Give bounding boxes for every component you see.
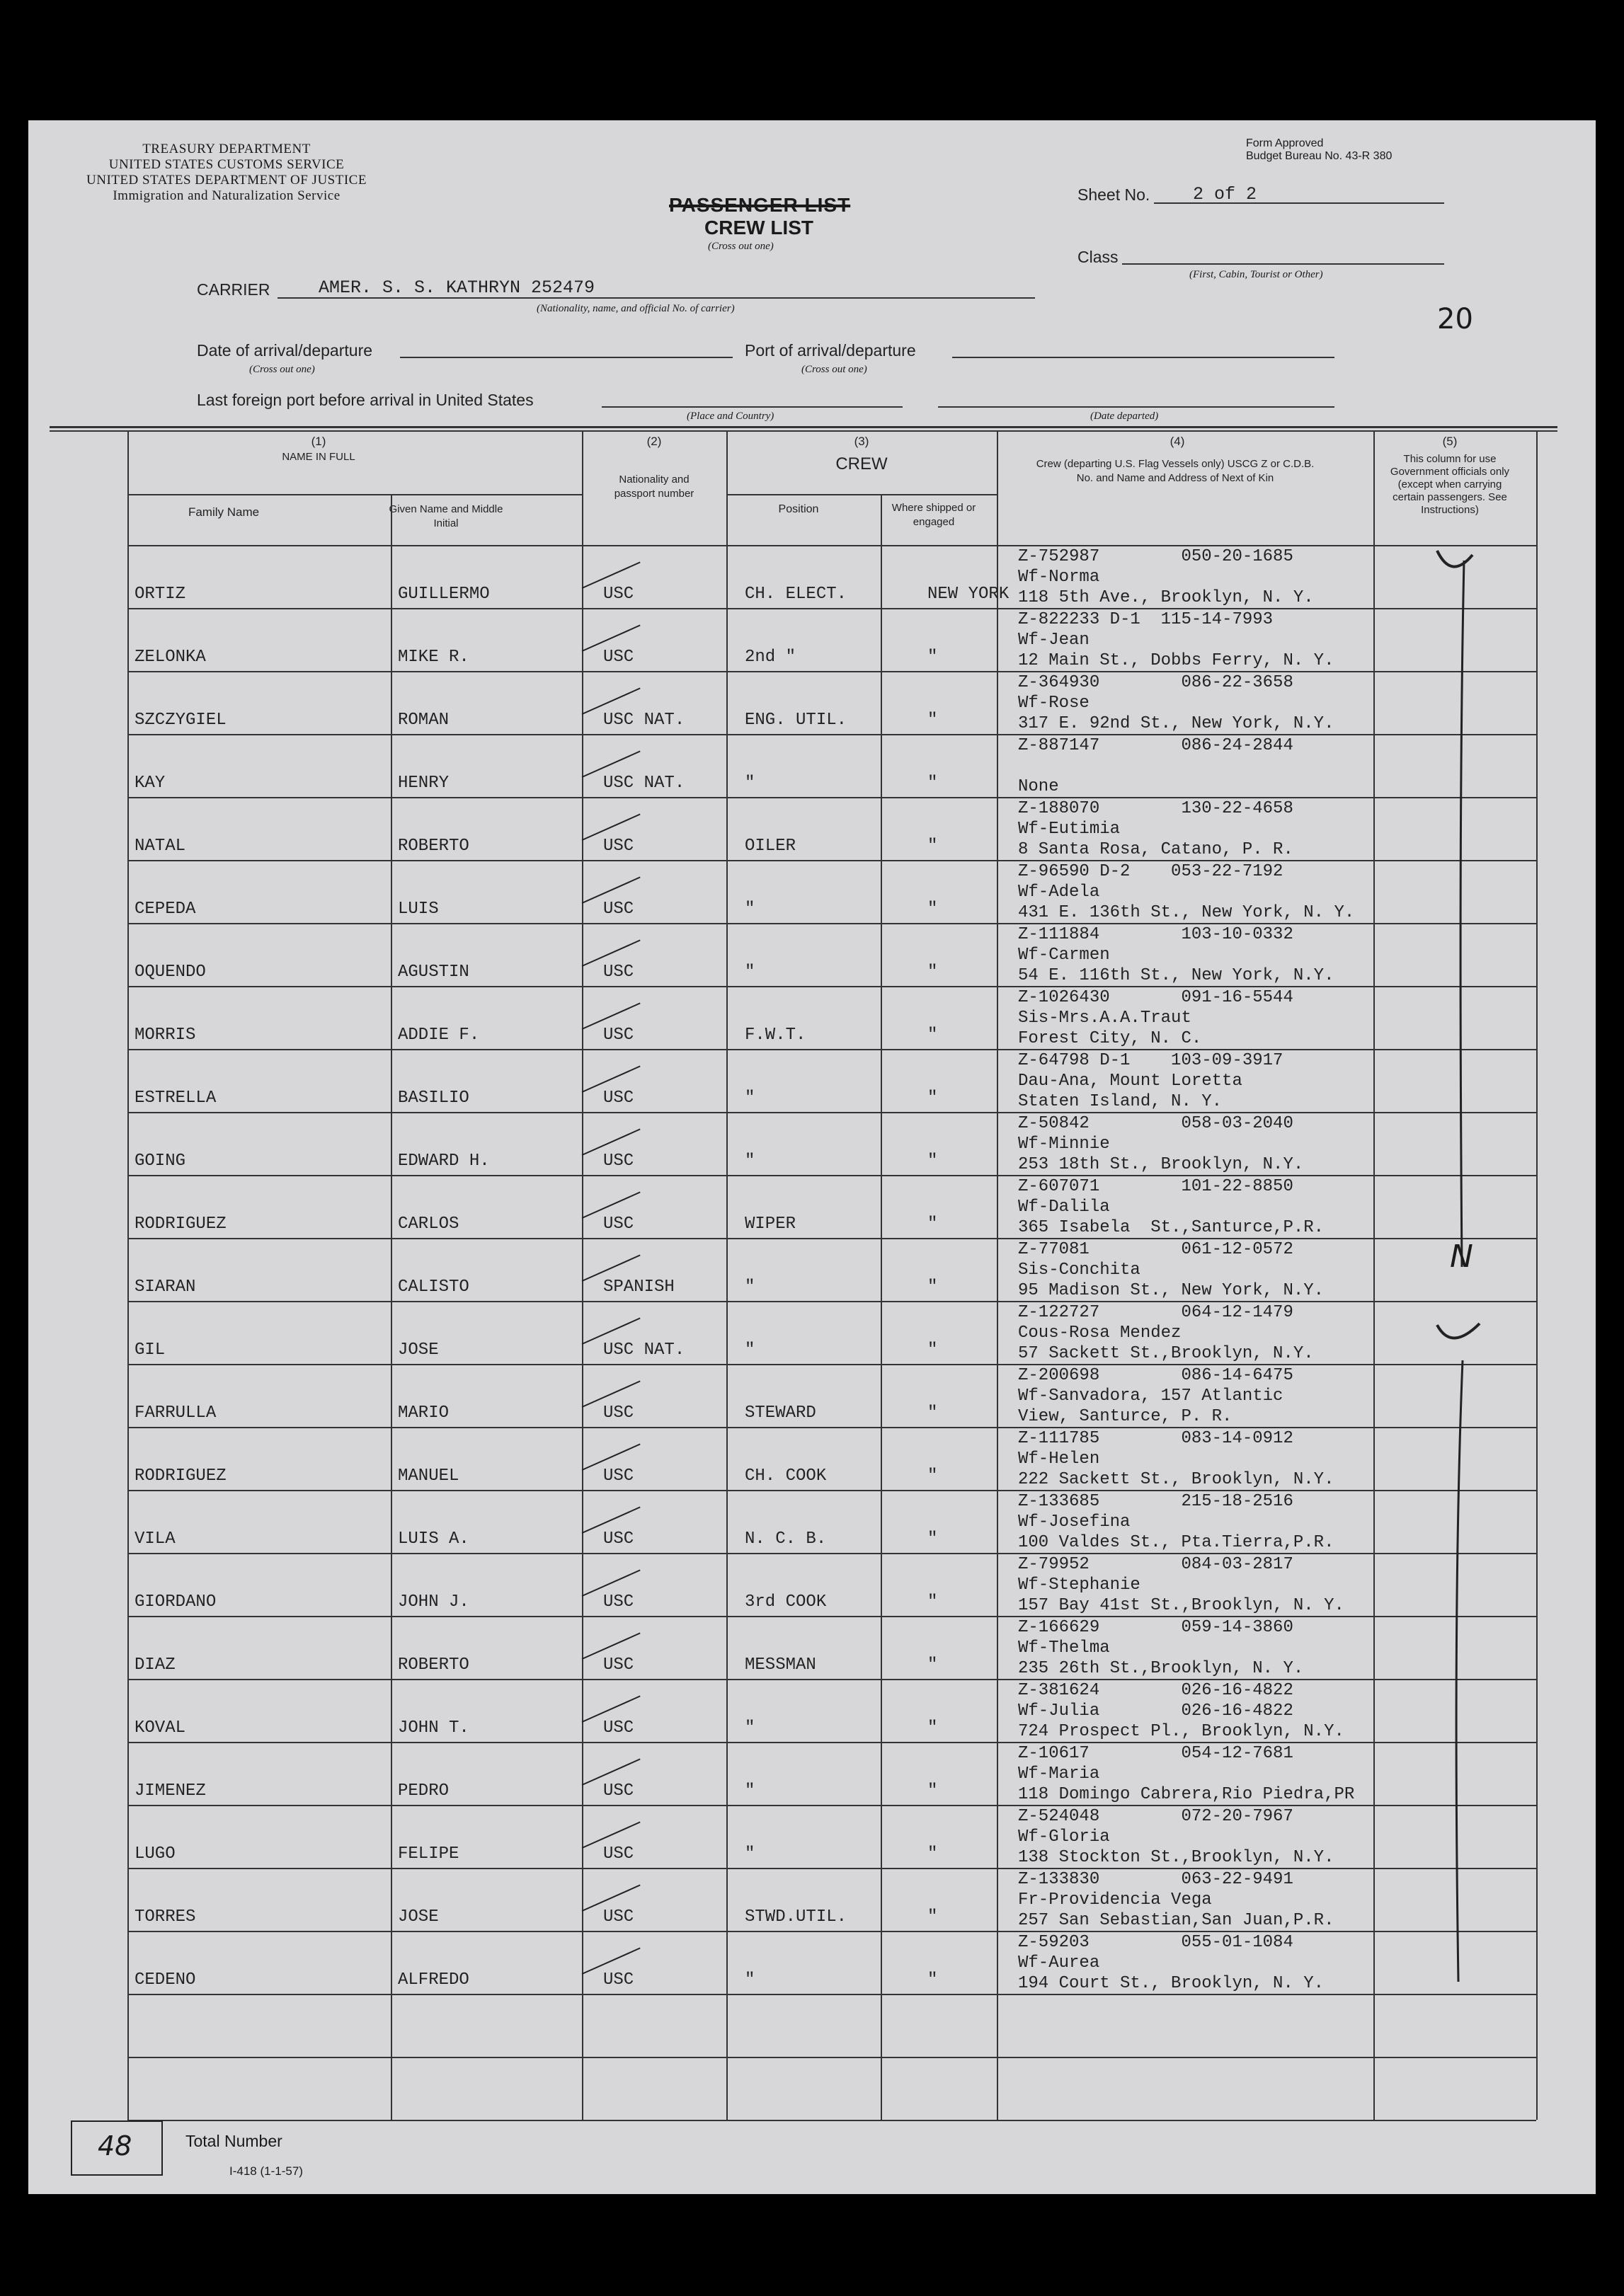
- nationality-cell: USC: [603, 1404, 634, 1423]
- next-of-kin-line: Z-59203 055-01-1084: [1018, 1933, 1293, 1952]
- next-of-kin-line: View, Santurce, P. R.: [1018, 1407, 1233, 1426]
- next-of-kin-line: Sis-Conchita: [1018, 1261, 1140, 1280]
- position-cell: 3rd COOK: [745, 1592, 827, 1612]
- row-divider: [127, 671, 1536, 672]
- column-divider: [997, 430, 998, 2120]
- family-name-cell: VILA: [135, 1529, 176, 1549]
- next-of-kin-line: Z-111785 083-14-0912: [1018, 1429, 1293, 1448]
- next-of-kin-line: Z-607071 101-22-8850: [1018, 1177, 1293, 1196]
- next-of-kin-line: 724 Prospect Pl., Brooklyn, N.Y.: [1018, 1722, 1344, 1741]
- checkmark-top-icon: [1437, 551, 1473, 567]
- date-note: (Cross out one): [249, 364, 315, 375]
- column-divider: [582, 430, 583, 2120]
- given-name-cell: JOHN T.: [398, 1718, 469, 1738]
- header-bottom-line: [127, 545, 1536, 546]
- next-of-kin-line: Wf-Carmen: [1018, 946, 1110, 965]
- next-of-kin-line: 8 Santa Rosa, Catano, P. R.: [1018, 840, 1293, 859]
- family-name-cell: ESTRELLA: [135, 1089, 217, 1108]
- col3-number: (3): [854, 435, 869, 448]
- row-divider: [127, 1301, 1536, 1302]
- given-name-cell: JOHN J.: [398, 1592, 469, 1612]
- family-name-cell: ZELONKA: [135, 648, 206, 667]
- next-of-kin-line: Wf-Sanvadora, 157 Atlantic: [1018, 1387, 1283, 1406]
- position-cell: ": [745, 1089, 755, 1108]
- next-of-kin-line: Staten Island, N. Y.: [1018, 1092, 1223, 1111]
- row-divider: [127, 1490, 1536, 1491]
- family-name-cell: NATAL: [135, 837, 186, 856]
- given-name-cell: MARIO: [398, 1404, 450, 1423]
- family-name-cell: TORRES: [135, 1907, 196, 1927]
- next-of-kin-line: 365 Isabela St.,Santurce,P.R.: [1018, 1218, 1325, 1237]
- next-of-kin-line: Z-111884 103-10-0332: [1018, 925, 1293, 944]
- where-shipped-cell: ": [927, 1970, 938, 1990]
- given-name-cell: ADDIE F.: [398, 1026, 480, 1045]
- nationality-cell: USC: [603, 1089, 634, 1108]
- position-cell: STEWARD: [745, 1404, 816, 1423]
- next-of-kin-line: Wf-Stephanie: [1018, 1575, 1140, 1595]
- next-of-kin-line: None: [1018, 777, 1059, 796]
- position-cell: ": [745, 1781, 755, 1801]
- next-of-kin-line: Wf-Adela: [1018, 883, 1100, 902]
- position-cell: F.W.T.: [745, 1026, 806, 1045]
- row-divider: [127, 1805, 1536, 1806]
- next-of-kin-line: Z-1026430 091-16-5544: [1018, 988, 1293, 1007]
- next-of-kin-line: Z-524048 072-20-7967: [1018, 1807, 1293, 1826]
- family-name-cell: JIMENEZ: [135, 1781, 206, 1801]
- next-of-kin-line: Z-364930 086-22-3658: [1018, 673, 1293, 692]
- total-number-box: [71, 2120, 163, 2176]
- col1-number: (1): [311, 435, 326, 448]
- position-cell: ": [745, 1341, 755, 1360]
- position-cell: ": [745, 1718, 755, 1738]
- row-divider: [127, 1931, 1536, 1932]
- row-divider: [127, 1112, 1536, 1113]
- family-name-cell: SZCZYGIEL: [135, 711, 227, 730]
- col2-title: Nationality and passport number: [614, 473, 694, 500]
- n-mark: N: [1450, 1239, 1473, 1275]
- col4-number: (4): [1170, 435, 1185, 448]
- row-divider: [127, 1553, 1536, 1554]
- family-name-cell: OQUENDO: [135, 963, 206, 982]
- nationality-cell: USC: [603, 1718, 634, 1738]
- next-of-kin-line: Wf-Rose: [1018, 694, 1090, 713]
- next-of-kin-line: Wf-Helen: [1018, 1450, 1100, 1469]
- col1-given-name: Given Name and Middle Initial: [389, 503, 503, 529]
- where-shipped-cell: ": [927, 1341, 938, 1360]
- next-of-kin-line: Z-64798 D-1 103-09-3917: [1018, 1051, 1283, 1070]
- nationality-cell: USC: [603, 585, 634, 604]
- row-divider: [127, 797, 1536, 798]
- family-name-cell: CEDENO: [135, 1970, 196, 1990]
- column-divider: [726, 430, 728, 2120]
- row-divider: [127, 1427, 1536, 1428]
- date-departed-note: (Date departed): [1090, 411, 1159, 422]
- position-cell: ": [745, 1152, 755, 1171]
- position-cell: ": [745, 963, 755, 982]
- position-cell: ENG. UTIL.: [745, 711, 847, 730]
- next-of-kin-line: 95 Madison St., New York, N.Y.: [1018, 1281, 1325, 1300]
- next-of-kin-line: Z-96590 D-2 053-22-7192: [1018, 862, 1283, 881]
- family-name-cell: KOVAL: [135, 1718, 186, 1738]
- crew-list-title: CREW LIST: [704, 217, 813, 239]
- next-of-kin-line: Sis-Mrs.A.A.Traut: [1018, 1009, 1191, 1028]
- position-cell: OILER: [745, 837, 796, 856]
- row-divider: [127, 923, 1536, 924]
- total-number-value: 48: [98, 2130, 132, 2162]
- where-shipped-cell: ": [927, 1026, 938, 1045]
- family-name-cell: GIORDANO: [135, 1592, 217, 1612]
- position-cell: CH. ELECT.: [745, 585, 847, 604]
- nationality-cell: USC: [603, 1592, 634, 1612]
- next-of-kin-line: Wf-Minnie: [1018, 1135, 1110, 1154]
- next-of-kin-line: Z-79952 084-03-2817: [1018, 1555, 1293, 1574]
- where-shipped-cell: ": [927, 1529, 938, 1549]
- column-divider: [1373, 430, 1375, 2120]
- next-of-kin-line: Z-381624 026-16-4822: [1018, 1681, 1293, 1700]
- row-divider: [127, 2057, 1536, 2058]
- dept-line-3: UNITED STATES DEPARTMENT OF JUSTICE: [86, 173, 367, 188]
- row-divider: [127, 1868, 1536, 1869]
- where-shipped-cell: ": [927, 1404, 938, 1423]
- where-shipped-cell: ": [927, 1592, 938, 1612]
- family-name-cell: GIL: [135, 1341, 166, 1360]
- family-name-cell: GOING: [135, 1152, 186, 1171]
- given-name-cell: JOSE: [398, 1341, 439, 1360]
- where-shipped-cell: ": [927, 1907, 938, 1927]
- nationality-cell: SPANISH: [603, 1278, 675, 1297]
- where-shipped-cell: ": [927, 1844, 938, 1864]
- next-of-kin-line: Z-887147 086-24-2844: [1018, 736, 1293, 755]
- class-label: Class: [1077, 248, 1119, 266]
- next-of-kin-line: 253 18th St., Brooklyn, N.Y.: [1018, 1155, 1304, 1174]
- col3-where-shipped: Where shipped or engaged: [891, 502, 976, 528]
- nationality-cell: USC: [603, 837, 634, 856]
- class-note: (First, Cabin, Tourist or Other): [1189, 269, 1323, 280]
- nationality-cell: USC NAT.: [603, 1341, 685, 1360]
- next-of-kin-line: Z-122727 064-12-1479: [1018, 1303, 1293, 1322]
- position-cell: STWD.UTIL.: [745, 1907, 847, 1927]
- next-of-kin-line: Wf-Julia 026-16-4822: [1018, 1701, 1293, 1721]
- position-cell: WIPER: [745, 1215, 796, 1234]
- given-name-cell: ROMAN: [398, 711, 450, 730]
- position-cell: N. C. B.: [745, 1529, 827, 1549]
- next-of-kin-line: 118 Domingo Cabrera,Rio Piedra,PR: [1018, 1785, 1355, 1804]
- next-of-kin-line: Cous-Rosa Mendez: [1018, 1324, 1182, 1343]
- where-shipped-cell: ": [927, 711, 938, 730]
- page-number: 20: [1437, 303, 1473, 335]
- dept-line-1: TREASURY DEPARTMENT: [142, 142, 311, 156]
- port-note: (Cross out one): [801, 364, 867, 375]
- next-of-kin-line: Fr-Providencia Vega: [1018, 1890, 1212, 1910]
- nationality-cell: USC: [603, 1026, 634, 1045]
- port-label: Port of arrival/departure: [745, 341, 916, 360]
- next-of-kin-line: Z-200698 086-14-6475: [1018, 1366, 1293, 1385]
- where-shipped-cell: ": [927, 900, 938, 919]
- next-of-kin-line: 222 Sackett St., Brooklyn, N.Y.: [1018, 1470, 1334, 1489]
- crew-list-form: [28, 120, 1596, 2194]
- next-of-kin-line: 194 Court St., Brooklyn, N. Y.: [1018, 1974, 1325, 1993]
- family-name-cell: FARRULLA: [135, 1404, 217, 1423]
- position-cell: ": [745, 1844, 755, 1864]
- sheet-value: 2 of 2: [1193, 184, 1257, 205]
- next-of-kin-line: Z-133685 215-18-2516: [1018, 1492, 1293, 1511]
- col1-title: NAME IN FULL: [282, 451, 355, 463]
- nationality-cell: USC: [603, 1215, 634, 1234]
- where-shipped-cell: ": [927, 963, 938, 982]
- next-of-kin-line: 157 Bay 41st St.,Brooklyn, N. Y.: [1018, 1596, 1344, 1615]
- given-name-cell: MANUEL: [398, 1466, 459, 1486]
- given-name-cell: JOSE: [398, 1907, 439, 1927]
- form-number: I-418 (1-1-57): [229, 2164, 303, 2178]
- last-port-label: Last foreign port before arrival in United States: [197, 391, 534, 409]
- row-divider: [127, 1994, 1536, 1995]
- nationality-cell: USC: [603, 1781, 634, 1801]
- col3-title: CREW: [835, 454, 888, 473]
- nationality-cell: USC: [603, 1466, 634, 1486]
- next-of-kin-line: Wf-Maria: [1018, 1764, 1100, 1784]
- where-shipped-cell: ": [927, 1655, 938, 1675]
- nationality-cell: USC: [603, 1529, 634, 1549]
- next-of-kin-line: 100 Valdes St., Pta.Tierra,P.R.: [1018, 1533, 1334, 1552]
- next-of-kin-line: 431 E. 136th St., New York, N. Y.: [1018, 903, 1355, 922]
- nationality-cell: USC NAT.: [603, 774, 685, 793]
- row-divider: [127, 608, 1536, 609]
- nationality-cell: USC: [603, 1907, 634, 1927]
- given-name-cell: HENRY: [398, 774, 450, 793]
- next-of-kin-line: 257 San Sebastian,San Juan,P.R.: [1018, 1911, 1334, 1930]
- form-approved: Form Approved: [1246, 137, 1324, 149]
- family-name-cell: ORTIZ: [135, 585, 186, 604]
- next-of-kin-line: Forest City, N. C.: [1018, 1029, 1202, 1048]
- family-name-cell: DIAZ: [135, 1655, 176, 1675]
- bracket-top-icon: [1460, 561, 1464, 1267]
- given-name-cell: ROBERTO: [398, 1655, 469, 1675]
- family-name-cell: SIARAN: [135, 1278, 196, 1297]
- carrier-value: AMER. S. S. KATHRYN 252479: [319, 277, 595, 298]
- where-shipped-cell: ": [927, 1718, 938, 1738]
- position-cell: ": [745, 1278, 755, 1297]
- next-of-kin-line: Wf-Aurea: [1018, 1953, 1100, 1973]
- given-name-cell: CARLOS: [398, 1215, 459, 1234]
- where-shipped-cell: ": [927, 1466, 938, 1486]
- position-cell: ": [745, 1970, 755, 1990]
- next-of-kin-line: Z-166629 059-14-3860: [1018, 1618, 1293, 1637]
- checkmark-mid-icon: [1437, 1324, 1480, 1338]
- next-of-kin-line: Z-77081 061-12-0572: [1018, 1240, 1293, 1259]
- where-shipped-cell: ": [927, 1781, 938, 1801]
- given-name-cell: PEDRO: [398, 1781, 450, 1801]
- row-divider: [127, 2120, 1536, 2121]
- given-name-cell: ROBERTO: [398, 837, 469, 856]
- next-of-kin-line: Wf-Jean: [1018, 631, 1090, 650]
- given-name-cell: GUILLERMO: [398, 585, 490, 604]
- next-of-kin-line: 235 26th St.,Brooklyn, N. Y.: [1018, 1659, 1304, 1678]
- position-cell: MESSMAN: [745, 1655, 816, 1675]
- where-shipped-cell: NEW YORK: [927, 585, 1010, 604]
- given-name-cell: AGUSTIN: [398, 963, 469, 982]
- where-shipped-cell: ": [927, 1215, 938, 1234]
- carrier-label: CARRIER: [197, 280, 270, 299]
- where-shipped-cell: ": [927, 1089, 938, 1108]
- subcolumn-divider: [881, 494, 882, 2120]
- where-shipped-cell: ": [927, 1278, 938, 1297]
- row-divider: [127, 1238, 1536, 1239]
- next-of-kin-line: 12 Main St., Dobbs Ferry, N. Y.: [1018, 651, 1334, 670]
- col4-title: Crew (departing U.S. Flag Vessels only) USCG Z or C.D.B. No. and Name and Address of Next of Kin: [1036, 458, 1315, 484]
- next-of-kin-line: Z-50842 058-03-2040: [1018, 1114, 1293, 1133]
- row-divider: [127, 1616, 1536, 1617]
- where-shipped-cell: ": [927, 648, 938, 667]
- position-cell: CH. COOK: [745, 1466, 827, 1486]
- next-of-kin-line: Wf-Josefina: [1018, 1513, 1131, 1532]
- col2-number: (2): [646, 435, 662, 448]
- row-divider: [127, 1679, 1536, 1680]
- next-of-kin-line: Wf-Norma: [1018, 568, 1100, 587]
- next-of-kin-line: Dau-Ana, Mount Loretta: [1018, 1072, 1242, 1091]
- where-shipped-cell: ": [927, 774, 938, 793]
- nationality-cell: USC: [603, 963, 634, 982]
- family-name-cell: KAY: [135, 774, 166, 793]
- family-name-cell: RODRIGUEZ: [135, 1466, 227, 1486]
- where-shipped-cell: ": [927, 1152, 938, 1171]
- given-name-cell: CALISTO: [398, 1278, 469, 1297]
- nationality-cell: USC: [603, 1152, 634, 1171]
- row-divider: [127, 986, 1536, 987]
- next-of-kin-line: Wf-Dalila: [1018, 1198, 1110, 1217]
- col5-title: This column for use Government officials only (except when carrying certain passengers. See Instructions): [1390, 453, 1510, 516]
- total-number-label: Total Number: [185, 2132, 282, 2150]
- next-of-kin-line: Wf-Gloria: [1018, 1827, 1110, 1847]
- family-name-cell: MORRIS: [135, 1026, 196, 1045]
- next-of-kin-line: 57 Sackett St.,Brooklyn, N.Y.: [1018, 1344, 1314, 1363]
- position-cell: 2nd ": [745, 648, 796, 667]
- next-of-kin-line: 138 Stockton St.,Brooklyn, N.Y.: [1018, 1848, 1334, 1867]
- given-name-cell: LUIS: [398, 900, 439, 919]
- subcolumn-divider: [391, 494, 392, 2120]
- row-divider: [127, 860, 1536, 861]
- dept-line-2: UNITED STATES CUSTOMS SERVICE: [108, 157, 345, 172]
- title-cross-out-note: (Cross out one): [708, 241, 774, 252]
- given-name-cell: BASILIO: [398, 1089, 469, 1108]
- next-of-kin-line: Z-188070 130-22-4658: [1018, 799, 1293, 818]
- next-of-kin-line: Z-752987 050-20-1685: [1018, 547, 1293, 566]
- bracket-bottom-icon: [1456, 1360, 1463, 1982]
- family-name-cell: CEPEDA: [135, 900, 196, 919]
- column-divider: [127, 430, 129, 2120]
- header-split-line: [726, 494, 997, 495]
- family-name-cell: RODRIGUEZ: [135, 1215, 227, 1234]
- family-name-cell: LUGO: [135, 1844, 176, 1864]
- nationality-cell: USC NAT.: [603, 711, 685, 730]
- row-divider: [127, 1049, 1536, 1050]
- column-divider: [1536, 430, 1538, 2120]
- next-of-kin-line: Z-10617 054-12-7681: [1018, 1744, 1293, 1763]
- nationality-cell: USC: [603, 1655, 634, 1675]
- next-of-kin-line: Z-133830 063-22-9491: [1018, 1870, 1293, 1889]
- next-of-kin-line: 54 E. 116th St., New York, N.Y.: [1018, 966, 1334, 985]
- where-shipped-cell: ": [927, 837, 938, 856]
- budget-bureau: Budget Bureau No. 43-R 380: [1246, 150, 1393, 162]
- nationality-cell: USC: [603, 1844, 634, 1864]
- column5-marks: [1409, 545, 1536, 2173]
- sheet-label: Sheet No.: [1077, 185, 1150, 204]
- row-divider: [127, 1364, 1536, 1365]
- row-divider: [127, 734, 1536, 735]
- col3-position: Position: [778, 503, 819, 515]
- col5-number: (5): [1442, 435, 1458, 448]
- nationality-cell: USC: [603, 900, 634, 919]
- given-name-cell: LUIS A.: [398, 1529, 469, 1549]
- given-name-cell: EDWARD H.: [398, 1152, 490, 1171]
- next-of-kin-line: Wf-Eutimia: [1018, 820, 1121, 839]
- next-of-kin-line: Wf-Thelma: [1018, 1638, 1110, 1658]
- given-name-cell: FELIPE: [398, 1844, 459, 1864]
- position-cell: ": [745, 774, 755, 793]
- crew-table: [28, 120, 1596, 2194]
- given-name-cell: MIKE R.: [398, 648, 469, 667]
- next-of-kin-line: 118 5th Ave., Brooklyn, N. Y.: [1018, 588, 1314, 607]
- dept-line-4: Immigration and Naturalization Service: [113, 188, 341, 203]
- header-split-line: [127, 494, 582, 495]
- given-name-cell: ALFREDO: [398, 1970, 469, 1990]
- passenger-list-title: PASSENGER LIST: [669, 194, 851, 216]
- carrier-note: (Nationality, name, and official No. of carrier): [537, 303, 735, 314]
- place-note: (Place and Country): [687, 411, 774, 422]
- nationality-cell: USC: [603, 1970, 634, 1990]
- next-of-kin-line: 317 E. 92nd St., New York, N.Y.: [1018, 714, 1334, 733]
- row-divider: [127, 1175, 1536, 1176]
- nationality-cell: USC: [603, 648, 634, 667]
- next-of-kin-line: Z-822233 D-1 115-14-7993: [1018, 610, 1274, 629]
- row-divider: [127, 1742, 1536, 1743]
- col1-family-name: Family Name: [188, 505, 260, 519]
- position-cell: ": [745, 900, 755, 919]
- date-label: Date of arrival/departure: [197, 341, 373, 360]
